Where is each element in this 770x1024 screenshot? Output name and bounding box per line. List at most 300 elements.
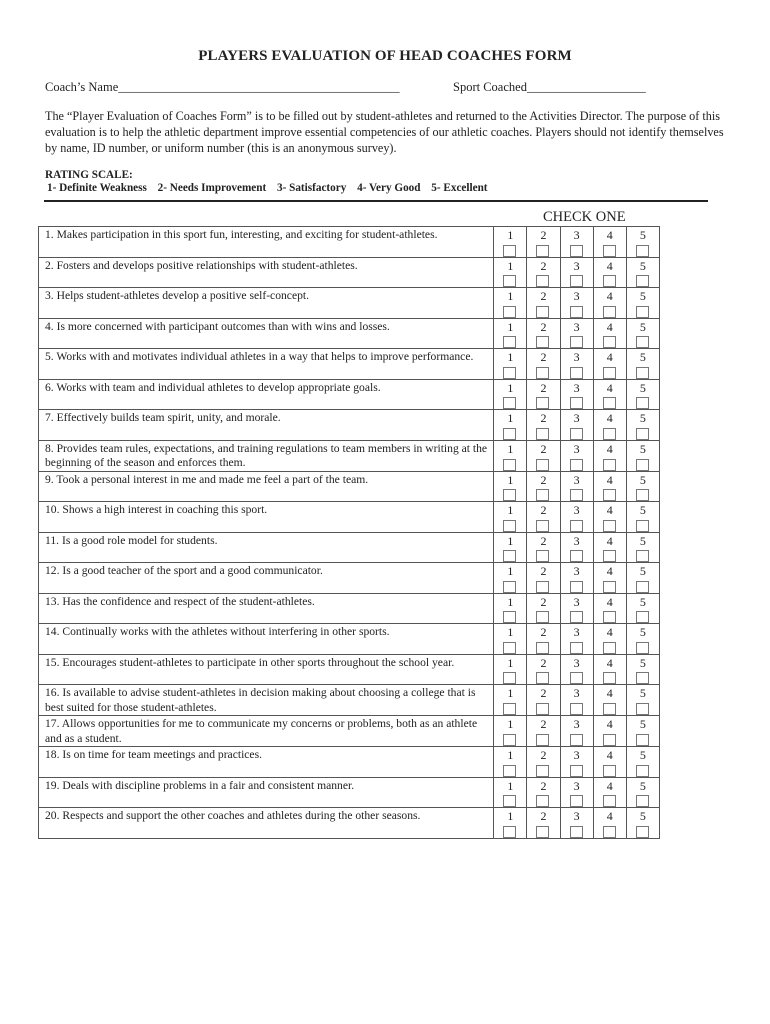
rating-number: 5 xyxy=(639,778,646,793)
rating-cell xyxy=(560,257,593,288)
rating-checkbox[interactable] xyxy=(636,611,649,623)
rating-cell xyxy=(560,349,593,380)
rating-checkbox[interactable] xyxy=(536,672,549,684)
rating-checkbox[interactable] xyxy=(636,672,649,684)
rating-cell xyxy=(494,654,527,685)
rating-checkbox[interactable] xyxy=(503,765,516,777)
rating-checkbox[interactable] xyxy=(603,489,616,501)
rating-number: 1 xyxy=(507,228,514,242)
rating-number: 4 xyxy=(606,686,613,700)
rating-checkbox[interactable] xyxy=(570,550,583,562)
rating-cell xyxy=(626,624,659,655)
rating-number: 5 xyxy=(639,411,646,425)
coach-name-field[interactable]: Coach’s Name_____________________________________________ xyxy=(45,80,400,94)
rating-number: 2 xyxy=(540,228,547,242)
question-text: 19. Deals with discipline problems in a fair and consistent manner. xyxy=(39,777,494,808)
rating-checkbox[interactable] xyxy=(636,734,649,746)
question-text: 15. Encourages student-athletes to participate in other sports throughout the school year. xyxy=(39,654,494,685)
rating-number: 3 xyxy=(573,411,580,425)
rating-number: 5 xyxy=(639,717,646,731)
rating-checkbox[interactable] xyxy=(570,428,583,440)
rating-number: 3 xyxy=(573,380,580,395)
rating-cell xyxy=(593,624,626,655)
rating-checkbox[interactable] xyxy=(503,245,516,257)
rating-checkbox[interactable] xyxy=(603,367,616,379)
rating-number: 2 xyxy=(540,503,547,517)
rating-cell xyxy=(527,747,560,778)
rating-cell xyxy=(626,288,659,319)
rating-checkbox[interactable] xyxy=(536,795,549,807)
rating-checkbox[interactable] xyxy=(603,703,616,715)
rating-cell xyxy=(527,777,560,808)
rating-number: 5 xyxy=(639,533,646,548)
rating-number: 3 xyxy=(573,564,580,578)
rating-number: 1 xyxy=(507,380,514,395)
question-text: 10. Shows a high interest in coaching this sport. xyxy=(39,502,494,533)
rating-checkbox[interactable] xyxy=(570,275,583,287)
rating-checkbox[interactable] xyxy=(503,428,516,440)
rating-number: 1 xyxy=(507,655,514,670)
rating-cell xyxy=(626,410,659,441)
rating-cell xyxy=(626,777,659,808)
rating-number: 4 xyxy=(606,289,613,303)
question-row xyxy=(39,410,660,441)
rating-number: 2 xyxy=(540,472,547,487)
rating-checkbox[interactable] xyxy=(503,550,516,562)
rating-cell xyxy=(527,716,560,747)
rating-number: 5 xyxy=(639,228,646,242)
rating-cell xyxy=(527,288,560,319)
sport-coached-field[interactable]: Sport Coached___________________ xyxy=(453,80,646,94)
rating-number: 2 xyxy=(540,655,547,670)
rating-number: 1 xyxy=(507,441,514,456)
rating-number: 4 xyxy=(606,594,613,609)
rating-checkbox[interactable] xyxy=(503,581,516,593)
rating-cell xyxy=(626,318,659,349)
question-row xyxy=(39,593,660,624)
question-text: 6. Works with team and individual athletes to develop appropriate goals. xyxy=(39,379,494,410)
rating-number: 1 xyxy=(507,594,514,609)
rating-checkbox[interactable] xyxy=(570,642,583,654)
rating-checkbox[interactable] xyxy=(603,765,616,777)
rating-number: 2 xyxy=(540,258,547,273)
rating-number: 1 xyxy=(507,258,514,273)
rating-cell xyxy=(593,685,626,716)
rating-checkbox[interactable] xyxy=(503,459,516,471)
rating-checkbox[interactable] xyxy=(603,306,616,318)
rating-number: 3 xyxy=(573,289,580,303)
rating-cell xyxy=(560,379,593,410)
rating-number: 1 xyxy=(507,625,514,639)
rating-checkbox[interactable] xyxy=(536,642,549,654)
rating-checkbox[interactable] xyxy=(536,428,549,440)
question-row xyxy=(39,624,660,655)
rating-number: 1 xyxy=(507,778,514,793)
rating-checkbox[interactable] xyxy=(536,826,549,838)
rating-checkbox[interactable] xyxy=(570,520,583,532)
question-row xyxy=(39,747,660,778)
rating-cell xyxy=(494,747,527,778)
rating-checkbox[interactable] xyxy=(536,550,549,562)
question-text: 16. Is available to advise student-athletes in decision making about choosing a college that is best suited for those student-athletes. xyxy=(39,685,494,716)
rating-checkbox[interactable] xyxy=(503,336,516,348)
rating-number: 4 xyxy=(606,748,613,762)
rating-checkbox[interactable] xyxy=(636,642,649,654)
rating-checkbox[interactable] xyxy=(636,826,649,838)
rating-cell xyxy=(527,593,560,624)
rating-checkbox[interactable] xyxy=(636,306,649,318)
rating-cell xyxy=(527,563,560,594)
question-row xyxy=(39,808,660,839)
rating-checkbox[interactable] xyxy=(503,734,516,746)
question-text: 11. Is a good role model for students. xyxy=(39,532,494,563)
rating-checkbox[interactable] xyxy=(570,795,583,807)
rating-cell xyxy=(626,563,659,594)
rating-checkbox[interactable] xyxy=(503,826,516,838)
rating-cell xyxy=(494,288,527,319)
rating-checkbox[interactable] xyxy=(603,459,616,471)
rating-number: 3 xyxy=(573,533,580,548)
question-row xyxy=(39,777,660,808)
rating-cell xyxy=(527,349,560,380)
rating-number: 4 xyxy=(606,319,613,334)
rating-scale xyxy=(47,182,496,194)
rating-cell xyxy=(494,808,527,839)
rating-number: 4 xyxy=(606,809,613,823)
rating-number: 5 xyxy=(639,564,646,578)
rating-number: 5 xyxy=(639,472,646,487)
question-row xyxy=(39,318,660,349)
rating-number: 2 xyxy=(540,411,547,425)
rating-cell xyxy=(494,502,527,533)
rating-checkbox[interactable] xyxy=(536,611,549,623)
rating-checkbox[interactable] xyxy=(603,550,616,562)
rating-cell xyxy=(527,685,560,716)
rating-cell xyxy=(626,532,659,563)
rating-checkbox[interactable] xyxy=(503,703,516,715)
question-text: 8. Provides team rules, expectations, and training regulations to team members in writing at the beginning of the season and enforces them. xyxy=(39,440,494,471)
rating-cell xyxy=(626,654,659,685)
rating-cell xyxy=(494,593,527,624)
rating-cell xyxy=(494,563,527,594)
rating-checkbox[interactable] xyxy=(570,336,583,348)
rating-cell xyxy=(560,654,593,685)
rating-cell xyxy=(527,410,560,441)
rating-number: 2 xyxy=(540,533,547,548)
rating-cell xyxy=(593,593,626,624)
rating-cell xyxy=(494,685,527,716)
rating-cell xyxy=(560,318,593,349)
rating-number: 2 xyxy=(540,809,547,823)
rating-cell xyxy=(527,532,560,563)
rating-checkbox[interactable] xyxy=(503,489,516,501)
rating-cell xyxy=(593,440,626,471)
rating-number: 3 xyxy=(573,228,580,242)
rating-number: 1 xyxy=(507,717,514,731)
rating-checkbox[interactable] xyxy=(570,826,583,838)
rating-number: 4 xyxy=(606,380,613,395)
rating-number: 4 xyxy=(606,655,613,670)
rating-checkbox[interactable] xyxy=(636,459,649,471)
rating-number: 4 xyxy=(606,258,613,273)
rating-checkbox[interactable] xyxy=(570,611,583,623)
rating-number: 5 xyxy=(639,258,646,273)
rating-checkbox[interactable] xyxy=(636,397,649,409)
question-row xyxy=(39,654,660,685)
rating-cell xyxy=(527,624,560,655)
rating-cell xyxy=(527,227,560,258)
rating-number: 3 xyxy=(573,319,580,334)
rating-checkbox[interactable] xyxy=(503,611,516,623)
rating-number: 4 xyxy=(606,350,613,364)
rating-number: 1 xyxy=(507,319,514,334)
rating-checkbox[interactable] xyxy=(536,275,549,287)
rating-number: 1 xyxy=(507,564,514,578)
rating-scale-item: 3- Satisfactory xyxy=(277,182,347,194)
rating-number: 2 xyxy=(540,748,547,762)
rating-checkbox[interactable] xyxy=(536,336,549,348)
rating-checkbox[interactable] xyxy=(636,550,649,562)
rating-checkbox[interactable] xyxy=(636,428,649,440)
rating-checkbox[interactable] xyxy=(536,245,549,257)
rating-cell xyxy=(560,716,593,747)
rating-checkbox[interactable] xyxy=(570,306,583,318)
rating-number: 2 xyxy=(540,686,547,700)
rating-checkbox[interactable] xyxy=(570,672,583,684)
rating-cell xyxy=(626,471,659,502)
rating-checkbox[interactable] xyxy=(603,245,616,257)
rating-checkbox[interactable] xyxy=(603,397,616,409)
rating-cell xyxy=(560,532,593,563)
rating-cell xyxy=(494,257,527,288)
rating-cell xyxy=(626,716,659,747)
rating-checkbox[interactable] xyxy=(536,520,549,532)
rating-cell xyxy=(560,227,593,258)
rating-number: 4 xyxy=(606,778,613,793)
rating-cell xyxy=(593,349,626,380)
rating-checkbox[interactable] xyxy=(536,765,549,777)
rating-checkbox[interactable] xyxy=(603,734,616,746)
rating-cell xyxy=(527,471,560,502)
rating-number: 3 xyxy=(573,472,580,487)
rating-cell xyxy=(560,685,593,716)
question-text: 9. Took a personal interest in me and made me feel a part of the team. xyxy=(39,471,494,502)
question-row xyxy=(39,532,660,563)
rating-number: 3 xyxy=(573,748,580,762)
rating-checkbox[interactable] xyxy=(636,520,649,532)
rating-cell xyxy=(593,502,626,533)
rating-checkbox[interactable] xyxy=(570,734,583,746)
rating-checkbox[interactable] xyxy=(636,581,649,593)
rating-checkbox[interactable] xyxy=(603,795,616,807)
rating-number: 3 xyxy=(573,655,580,670)
rating-checkbox[interactable] xyxy=(570,765,583,777)
rating-scale-item: 2- Needs Improvement xyxy=(157,182,267,194)
rating-checkbox[interactable] xyxy=(603,642,616,654)
rating-cell xyxy=(560,410,593,441)
rating-number: 4 xyxy=(606,411,613,425)
rating-number: 4 xyxy=(606,717,613,731)
rating-scale-item: 1- Definite Weakness xyxy=(47,182,147,194)
rating-checkbox[interactable] xyxy=(536,581,549,593)
rating-checkbox[interactable] xyxy=(636,336,649,348)
rating-number: 2 xyxy=(540,380,547,395)
rating-checkbox[interactable] xyxy=(503,642,516,654)
question-row xyxy=(39,440,660,471)
question-text: 18. Is on time for team meetings and practices. xyxy=(39,747,494,778)
rating-cell xyxy=(494,777,527,808)
rating-number: 2 xyxy=(540,564,547,578)
rating-cell xyxy=(527,654,560,685)
question-text: 5. Works with and motivates individual athletes in a way that helps to improve performance. xyxy=(39,349,494,380)
question-row xyxy=(39,288,660,319)
rating-cell xyxy=(593,808,626,839)
rating-cell xyxy=(527,502,560,533)
rating-checkbox[interactable] xyxy=(603,336,616,348)
rating-checkbox[interactable] xyxy=(503,672,516,684)
rating-checkbox[interactable] xyxy=(636,795,649,807)
rating-cell xyxy=(593,716,626,747)
question-text: 7. Effectively builds team spirit, unity, and morale. xyxy=(39,410,494,441)
intro-paragraph: The “Player Evaluation of Coaches Form” is to be filled out by student-athletes and returned to the Activities Director. The purpose of this evaluation is to help the athletic department improve essential competencies of our athletic coaches. Players should not identify themselves by name, ID number, or uniform number (this is an anonymous survey). xyxy=(45,109,724,155)
rating-number: 1 xyxy=(507,686,514,700)
rating-number: 2 xyxy=(540,778,547,793)
rating-checkbox[interactable] xyxy=(603,428,616,440)
rating-number: 5 xyxy=(639,655,646,670)
rating-cell xyxy=(560,288,593,319)
rating-checkbox[interactable] xyxy=(536,489,549,501)
question-row xyxy=(39,502,660,533)
rating-checkbox[interactable] xyxy=(536,734,549,746)
rating-number: 1 xyxy=(507,748,514,762)
rating-checkbox[interactable] xyxy=(570,581,583,593)
rating-cell xyxy=(494,227,527,258)
rating-number: 2 xyxy=(540,319,547,334)
question-text: 20. Respects and support the other coaches and athletes during the other seasons. xyxy=(39,808,494,839)
rating-checkbox[interactable] xyxy=(603,826,616,838)
rating-number: 1 xyxy=(507,809,514,823)
rating-cell xyxy=(626,227,659,258)
rating-checkbox[interactable] xyxy=(603,581,616,593)
rating-checkbox[interactable] xyxy=(603,275,616,287)
rating-checkbox[interactable] xyxy=(536,397,549,409)
rating-number: 4 xyxy=(606,441,613,456)
rating-cell xyxy=(593,257,626,288)
question-text: 4. Is more concerned with participant outcomes than with wins and losses. xyxy=(39,318,494,349)
divider-rule xyxy=(44,200,708,202)
rating-cell xyxy=(494,318,527,349)
rating-number: 3 xyxy=(573,441,580,456)
question-text: 1. Makes participation in this sport fun, interesting, and exciting for student-athletes. xyxy=(39,227,494,258)
rating-cell xyxy=(593,563,626,594)
rating-cell xyxy=(593,379,626,410)
rating-number: 2 xyxy=(540,625,547,639)
rating-checkbox[interactable] xyxy=(636,275,649,287)
rating-number: 1 xyxy=(507,503,514,517)
rating-checkbox[interactable] xyxy=(570,397,583,409)
rating-checkbox[interactable] xyxy=(603,520,616,532)
question-text: 14. Continually works with the athletes without interfering in other sports. xyxy=(39,624,494,655)
question-row xyxy=(39,227,660,258)
rating-number: 5 xyxy=(639,319,646,334)
rating-number: 3 xyxy=(573,594,580,609)
rating-checkbox[interactable] xyxy=(536,306,549,318)
rating-cell xyxy=(593,227,626,258)
rating-cell xyxy=(494,471,527,502)
rating-number: 3 xyxy=(573,258,580,273)
rating-checkbox[interactable] xyxy=(603,672,616,684)
question-text: 3. Helps student-athletes develop a positive self-concept. xyxy=(39,288,494,319)
rating-checkbox[interactable] xyxy=(636,489,649,501)
rating-number: 1 xyxy=(507,289,514,303)
rating-cell xyxy=(527,257,560,288)
rating-checkbox[interactable] xyxy=(603,611,616,623)
rating-cell xyxy=(593,747,626,778)
rating-cell xyxy=(560,440,593,471)
rating-scale-label: RATING SCALE: xyxy=(45,169,133,181)
rating-cell xyxy=(626,808,659,839)
rating-number: 4 xyxy=(606,564,613,578)
question-row xyxy=(39,471,660,502)
rating-cell xyxy=(494,379,527,410)
rating-number: 5 xyxy=(639,503,646,517)
rating-cell xyxy=(494,624,527,655)
rating-checkbox[interactable] xyxy=(570,367,583,379)
rating-number: 5 xyxy=(639,594,646,609)
rating-number: 3 xyxy=(573,625,580,639)
rating-checkbox[interactable] xyxy=(636,245,649,257)
rating-checkbox[interactable] xyxy=(636,765,649,777)
question-text: 13. Has the confidence and respect of the student-athletes. xyxy=(39,593,494,624)
rating-checkbox[interactable] xyxy=(636,703,649,715)
rating-checkbox[interactable] xyxy=(636,367,649,379)
rating-cell xyxy=(494,349,527,380)
rating-cell xyxy=(560,563,593,594)
rating-scale-item: 5- Excellent xyxy=(431,182,488,194)
rating-number: 1 xyxy=(507,411,514,425)
rating-checkbox[interactable] xyxy=(570,703,583,715)
rating-checkbox[interactable] xyxy=(503,306,516,318)
rating-checkbox[interactable] xyxy=(503,520,516,532)
rating-checkbox[interactable] xyxy=(503,367,516,379)
rating-checkbox[interactable] xyxy=(503,397,516,409)
rating-checkbox[interactable] xyxy=(570,459,583,471)
rating-checkbox[interactable] xyxy=(570,489,583,501)
rating-cell xyxy=(527,440,560,471)
rating-number: 5 xyxy=(639,686,646,700)
rating-number: 2 xyxy=(540,441,547,456)
rating-cell xyxy=(494,716,527,747)
question-text: 2. Fosters and develops positive relationships with student-athletes. xyxy=(39,257,494,288)
question-row xyxy=(39,379,660,410)
rating-number: 4 xyxy=(606,625,613,639)
rating-checkbox[interactable] xyxy=(503,795,516,807)
rating-checkbox[interactable] xyxy=(536,367,549,379)
rating-checkbox[interactable] xyxy=(536,703,549,715)
rating-cell xyxy=(560,808,593,839)
rating-cell xyxy=(626,349,659,380)
rating-number: 3 xyxy=(573,717,580,731)
rating-number: 3 xyxy=(573,350,580,364)
rating-cell xyxy=(626,593,659,624)
rating-cell xyxy=(626,257,659,288)
rating-cell xyxy=(593,777,626,808)
rating-checkbox[interactable] xyxy=(570,245,583,257)
rating-cell xyxy=(593,654,626,685)
rating-checkbox[interactable] xyxy=(536,459,549,471)
rating-checkbox[interactable] xyxy=(503,275,516,287)
rating-number: 1 xyxy=(507,350,514,364)
